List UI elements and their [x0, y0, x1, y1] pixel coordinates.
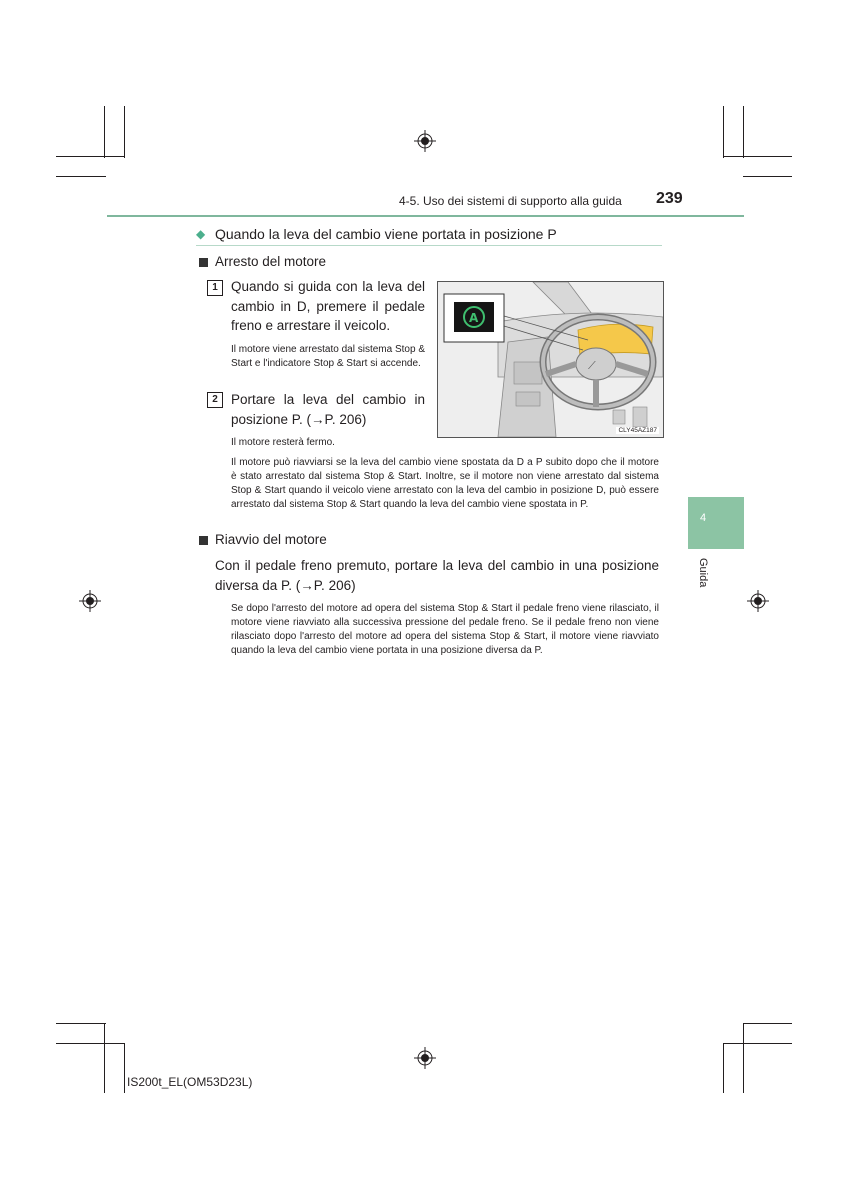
section-divider — [196, 245, 662, 246]
registration-mark-icon — [414, 130, 436, 152]
crop-mark — [124, 106, 125, 158]
crop-mark — [104, 106, 105, 158]
subsection-title-restart: Riavvio del motore — [215, 532, 327, 547]
crop-mark — [743, 106, 744, 158]
chapter-tab — [688, 497, 744, 549]
stop-note-1: Il motore resterà fermo. — [231, 437, 335, 448]
diamond-bullet-icon: ◆ — [196, 227, 206, 241]
step1-text: Quando si guida con la leva del cambio in D, premere il pedale freno e arrestare il veicolo. — [231, 279, 425, 333]
registration-mark-icon — [747, 590, 769, 612]
square-bullet-icon — [199, 536, 208, 545]
crop-mark — [56, 1043, 125, 1044]
restart-note: Se dopo l'arresto del motore ad opera del sistema Stop & Start il pedale freno viene rilasciato, il motore viene riavviato alla successiva pressione del pedale freno. Se il pedale freno non viene rilasciato dopo l'arresto del motore ad opera del sistema Stop & Start, il motore viene riavviato quando la leva del cambio viene portata in una posizione diversa da P. — [231, 603, 659, 656]
crop-mark — [743, 1023, 792, 1024]
crop-mark — [56, 1023, 106, 1024]
crop-mark — [743, 176, 792, 177]
svg-text:A: A — [469, 311, 479, 325]
crop-mark — [723, 1043, 724, 1093]
crop-mark — [124, 1043, 125, 1093]
step1-note: Il motore viene arrestato dal sistema Stop & Start e l'indicatore Stop & Start si accende. — [231, 344, 425, 369]
chapter-number: 4 — [700, 512, 707, 524]
crop-mark — [56, 176, 106, 177]
figure-code: CLY45AZ187 — [618, 427, 657, 434]
section-title: Quando la leva del cambio viene portata in posizione P — [215, 226, 557, 242]
header-section-title: 4-5. Uso dei sistemi di supporto alla guida — [399, 194, 622, 208]
subsection-title-stop: Arresto del motore — [215, 254, 327, 269]
document-code: IS200t_EL(OM53D23L) — [127, 1075, 253, 1089]
crop-mark — [56, 156, 125, 157]
step-number-1: 1 — [207, 280, 223, 296]
steering-wheel-illustration — [438, 282, 663, 437]
stop-note-2: Il motore può riavviarsi se la leva del cambio viene spostata da D a P subito dopo che il motore è stato arrestato dal sistema Stop & Start. Inoltre, se il motore non viene arrestato dal sistema Stop & Start quando il veicolo viene arrestato con la leva del cambio in posizione D, può essere arrestato dal sistema Stop & Start quando la leva del cambio viene spostata in P. — [231, 457, 659, 510]
restart-text: Con il pedale freno premuto, portare la leva del cambio in una posizione diversa da P. (→P. 206) — [215, 558, 659, 593]
crop-mark — [723, 1043, 792, 1044]
registration-mark-icon — [79, 590, 101, 612]
square-bullet-icon — [199, 258, 208, 267]
registration-mark-icon — [414, 1047, 436, 1069]
header-divider — [107, 215, 744, 217]
crop-mark — [104, 1023, 105, 1093]
crop-mark — [723, 106, 724, 158]
crop-mark — [743, 1023, 744, 1093]
page-number: 239 — [656, 190, 683, 207]
crop-mark — [723, 156, 792, 157]
step2-text: Portare la leva del cambio in posizione P. (→P. 206) — [231, 392, 425, 427]
chapter-label: Guida — [697, 558, 709, 588]
dashboard-illustration — [437, 281, 664, 438]
svg-text:⟋: ⟋ — [588, 359, 596, 372]
step-number-2: 2 — [207, 392, 223, 408]
